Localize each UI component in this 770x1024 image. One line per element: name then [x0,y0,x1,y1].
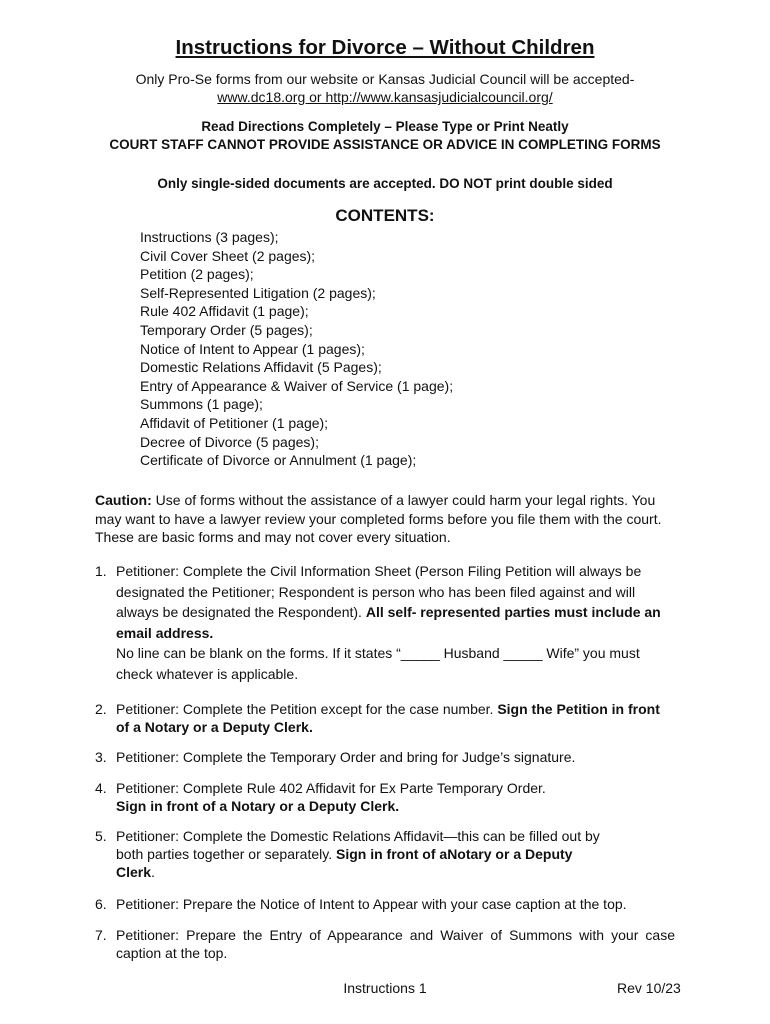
directions-line: Read Directions Completely – Please Type or Print Neatly [201,119,569,134]
caution-label: Caution: [95,492,152,508]
step-7 [95,926,675,962]
step-text: Petitioner: Complete the Domestic Relations Affidavit—this can be filled out by both parties together or separately. [116,828,600,862]
step-emphasis: Sign in front of aNotary or a Deputy Clerk [116,846,573,880]
contents-item: Summons (1 page); [140,396,263,413]
contents-item: Certificate of Divorce or Annulment (1 page); [140,452,417,469]
single-sided-notice: Only single-sided documents are accepted. DO NOT print double sided [157,176,613,191]
contents-item: Entry of Appearance & Waiver of Service (1 page); [140,377,454,394]
step-emphasis: Sign the Petition in front of a Notary or a Deputy Clerk. [116,701,660,735]
step-tail: . [151,864,155,880]
contents-item: Self-Represented Litigation (2 pages); [140,284,376,301]
no-assistance-warning: COURT STAFF CANNOT PROVIDE ASSISTANCE OR ADVICE IN COMPLETING FORMS [109,137,661,152]
step-text: Petitioner: Prepare the Notice of Intent to Appear with your case caption at the top. [116,896,627,912]
caution-paragraph [95,491,685,547]
step-text: Petitioner: Complete the Temporary Order and bring for Judge’s signature. [116,749,576,765]
page-title: Instructions for Divorce – Without Children [175,36,595,59]
step-2 [95,700,675,736]
step-1 [95,561,675,684]
contents-item: Decree of Divorce (5 pages); [140,433,319,450]
contents-item: Petition (2 pages); [140,266,254,283]
page-footer-label: Instructions 1 [343,980,427,996]
contents-heading: CONTENTS: [335,206,435,225]
contents-item: Domestic Relations Affidavit (5 Pages); [140,359,382,376]
directions-block [95,118,675,154]
step-4 [95,779,675,815]
contents-item: Notice of Intent to Appear (1 pages); [140,340,365,357]
contents-item: Rule 402 Affidavit (1 page); [140,303,309,320]
step-3 [95,748,675,766]
step-5 [95,827,615,881]
step-number: 4. [95,780,107,796]
step-number: 2. [95,701,107,717]
revision-label: Rev 10/23 [617,980,681,996]
step-6 [95,895,675,913]
step-text: Petitioner: Complete Rule 402 Affidavit for Ex Parte Temporary Order. [116,780,546,796]
accepted-forms-notice [95,70,675,106]
contents-item: Temporary Order (5 pages); [140,321,313,338]
step-number: 7. [95,927,107,943]
caution-text: Use of forms without the assistance of a lawyer could harm your legal rights. You may want to have a lawyer review your completed forms before you file them with the court. These are basic forms and may not cover every situation. [95,492,662,545]
contents-item: Instructions (3 pages); [140,229,279,245]
step-note: No line can be blank on the forms. If it states “_____ Husband _____ Wife” you must check whatever is applicable. [116,645,640,682]
step-emphasis: All self- represented parties must include an email address. [116,604,661,641]
website-links[interactable]: www.dc18.org or http://www.kansasjudicialcouncil.org/ [217,89,553,105]
contents-item: Affidavit of Petitioner (1 page); [140,414,329,431]
step-number: 3. [95,749,107,765]
step-text: Petitioner: Prepare the Entry of Appearance and Waiver of Summons with your case caption at the top. [116,927,675,961]
contents-list [140,228,453,470]
contents-item: Civil Cover Sheet (2 pages); [140,247,316,264]
step-emphasis: Sign in front of a Notary or a Deputy Clerk. [116,798,400,814]
step-text: Petitioner: Complete the Civil Information Sheet (Person Filing Petition will always be designated the Petitioner; Respondent is person who has been filed against and will always be designated the Respondent). [116,563,642,620]
step-number: 1. [95,563,107,579]
step-number: 5. [95,828,107,844]
notice-line: Only Pro-Se forms from our website or Kansas Judicial Council will be accepted- [135,71,635,87]
step-number: 6. [95,896,107,912]
step-text: Petitioner: Complete the Petition except for the case number. [116,701,498,717]
